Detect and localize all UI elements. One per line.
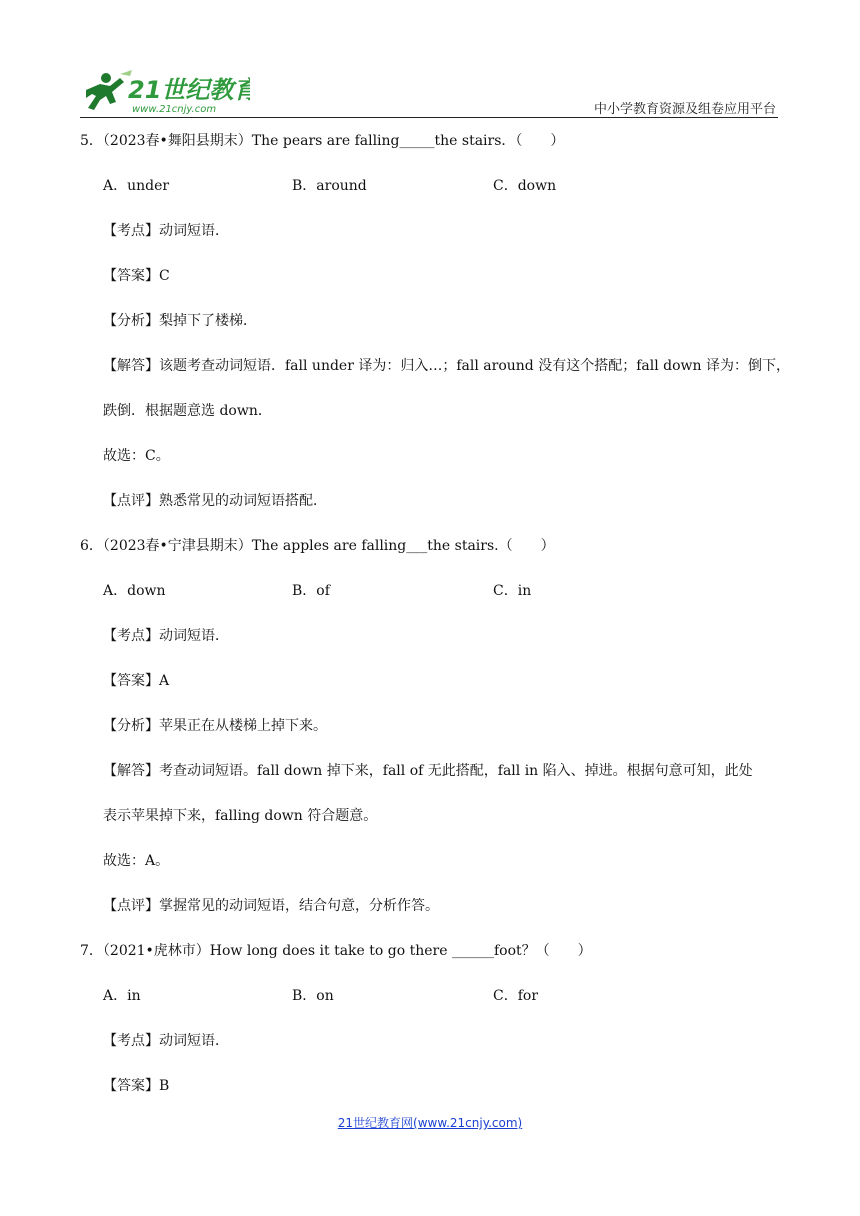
- header-divider: [80, 117, 778, 118]
- comment: 【点评】熟悉常见的动词短语搭配．: [103, 493, 327, 509]
- kaodian: 【考点】动词短语．: [103, 628, 229, 644]
- question-stem: 7．（2021•虎林市）How long does it take to go there ______foot？（ ）: [80, 943, 592, 959]
- question-stem: 6．（2023春•宁津县期末）The apples are falling___the stairs.（ ）: [80, 538, 555, 554]
- option-b: B．around: [292, 178, 367, 194]
- header-tagline: 中小学教育资源及组卷应用平台: [593, 102, 776, 117]
- option-a: A．down: [103, 583, 166, 599]
- kaodian: 【考点】动词短语．: [103, 223, 229, 239]
- question-stem: 5．（2023春•舞阳县期末）The pears are falling_____the stairs．（ ）: [80, 133, 565, 149]
- solution-line: 跌倒．根据题意选 down．: [103, 403, 272, 419]
- answer: 【答案】A: [103, 673, 170, 689]
- final-choice: 故选：A。: [103, 853, 170, 869]
- option-c: C．down: [493, 178, 557, 194]
- answer: 【答案】B: [103, 1078, 170, 1094]
- logo-subtext: www.21cnjy.com: [132, 104, 217, 115]
- solution-line: 表示苹果掉下来，falling down 符合题意。: [103, 808, 378, 824]
- option-c: C．for: [493, 988, 539, 1004]
- option-b: B．on: [292, 988, 334, 1004]
- option-a: A．in: [103, 988, 141, 1004]
- comment: 【点评】掌握常见的动词短语，结合句意，分析作答。: [103, 898, 439, 914]
- answer: 【答案】C: [103, 268, 170, 284]
- final-choice: 故选：C。: [103, 448, 170, 464]
- logo-text: 21世纪教育: [128, 76, 250, 104]
- site-logo: [80, 68, 250, 116]
- analysis: 【分析】苹果正在从楼梯上掉下来。: [103, 718, 327, 734]
- option-b: B．of: [292, 583, 330, 599]
- option-c: C．in: [493, 583, 532, 599]
- footer-site-link[interactable]: 21世纪教育网(www.21cnjy.com): [337, 1116, 523, 1130]
- option-a: A．under: [103, 178, 170, 194]
- analysis: 【分析】梨掉下了楼梯．: [103, 313, 257, 329]
- runner-logo-icon: [86, 70, 132, 110]
- kaodian: 【考点】动词短语．: [103, 1033, 229, 1049]
- solution-line: 【解答】该题考查动词短语．fall under 译为：归入…；fall around 没有这个搭配；fall down 译为：倒下，: [103, 358, 790, 374]
- solution-line: 【解答】考查动词短语。fall down 掉下来，fall of 无此搭配，fall in 陷入、掉进。根据句意可知，此处: [103, 763, 753, 779]
